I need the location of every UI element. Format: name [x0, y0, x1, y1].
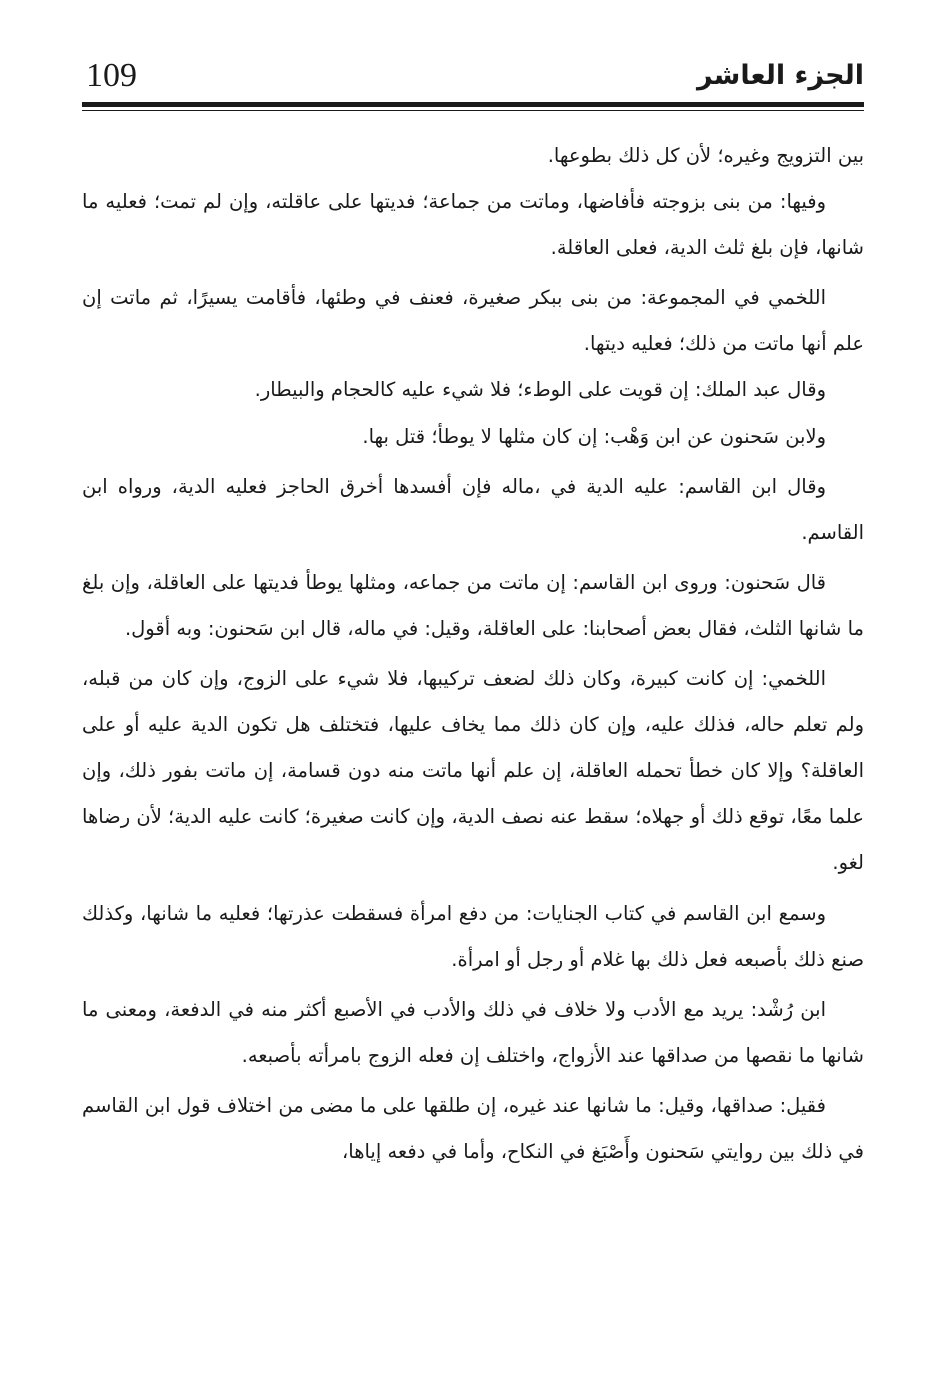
body-text — [82, 133, 864, 1175]
page-header — [82, 56, 864, 96]
paragraph: وقال ابن القاسم: عليه الدية في ،ماله فإن أفسدها أخرق الحاجز فعليه الدية، ورواه ابن القاسم. — [82, 474, 864, 544]
running-title: الجزء العاشر — [697, 60, 864, 91]
header-rule-thick — [82, 102, 864, 107]
paragraph: وقال عبد الملك: إن قويت على الوطء؛ فلا شيء عليه كالحجام والبيطار. — [254, 378, 826, 402]
paragraph: ابن رُشْد: يريد مع الأدب ولا خلاف في ذلك والأدب في الأصبع أكثر منه في الدفعة، ومعنى ما شانها ما نقصها من صداقها عند الأزواج، واختلف إن فعله الزوج بامرأته بأصبعه. — [82, 997, 864, 1067]
paragraph: اللخمي: إن كانت كبيرة، وكان ذلك لضعف تركيبها، فلا شيء على الزوج، وإن كان من قبله، ولم تعلم حاله، فذلك عليه، وإن كان ذلك مما يخاف عليها، فتختلف هل تكون الدية عليه أو على العاقلة؟ وإلا كان خطأ تحمله العاقلة، إن علم أنها ماتت منه دون قسامة، إن ماتت بفور ذلك، وإن علما معًا، توقع ذلك أو جهلاه؛ سقط عنه نصف الدية، وإن كانت صغيرة؛ كانت عليه الدية؛ لأن رضاها لغو. — [82, 667, 864, 875]
paragraph: وسمع ابن القاسم في كتاب الجنايات: من دفع امرأة فسقطت عذرتها؛ فعليه ما شانها، وكذلك صنع ذلك بأصبعه فعل ذلك بها غلام أو رجل أو امرأة. — [82, 901, 864, 971]
paragraph: وفيها: من بنى بزوجته فأفاضها، وماتت من جماعة؛ فديتها على عاقلته، وإن لم تمت؛ فعليه ما شانها، فإن بلغ ثلث الدية، فعلى العاقلة. — [82, 190, 864, 260]
paragraph: بين التزويج وغيره؛ لأن كل ذلك بطوعها. — [547, 144, 864, 167]
paragraph: اللخمي في المجموعة: من بنى ببكر صغيرة، فعنف في وطئها، فأقامت يسيرًا، ثم ماتت إن علم أنها ماتت من ذلك؛ فعليه ديتها. — [82, 286, 864, 356]
paragraph: قال سَحنون: وروى ابن القاسم: إن ماتت من جماعه، ومثلها يوطأ فديتها على العاقلة، وإن بلغ ما شانها الثلث، فقال بعض أصحابنا: على العاقلة، وقيل: في ماله، قال ابن سَحنون: وبه أقول. — [82, 570, 864, 640]
header-rule-thin — [82, 110, 864, 111]
paragraph: فقيل: صداقها، وقيل: ما شانها عند غيره، إن طلقها على ما مضى من اختلاف قول ابن القاسم في ذلك بين روايتي سَحنون وأَصْبَغ في النكاح، وأما في دفعه إياها، — [82, 1093, 864, 1163]
paragraph: ولابن سَحنون عن ابن وَهْب: إن كان مثلها لا يوطأ؛ قتل بها. — [362, 424, 826, 448]
page-number: 109 — [86, 57, 137, 94]
